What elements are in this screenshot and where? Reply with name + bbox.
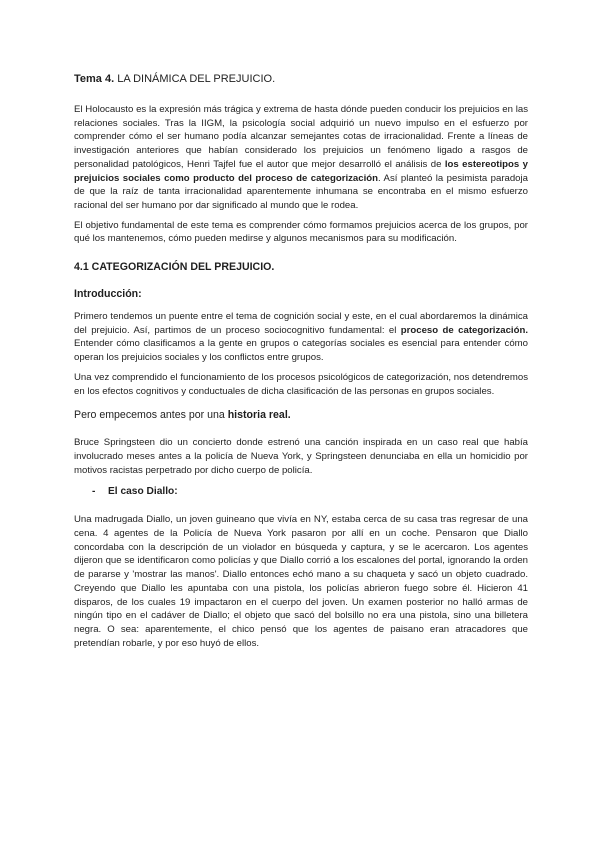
intro-heading: Introducción: <box>74 288 142 301</box>
paragraph-bold: proceso de categorización. <box>400 324 528 336</box>
paragraph-holocausto <box>74 103 528 213</box>
title-prefix: Tema 4. <box>74 73 115 85</box>
lead-text: Pero empecemos antes por una <box>74 409 228 422</box>
paragraph-text: Entender cómo clasificamos a la gente en grupos o categorías sociales es esencial para entender cómo operan los prejuicios sociales y los conflictos entre grupos. <box>74 338 528 364</box>
case-heading-label: El caso Diallo: <box>108 486 178 498</box>
paragraph-springsteen: Bruce Springsteen dio un concierto donde estrenó una canción inspirada en un caso real que había involucrado meses antes a la policía de Nueva York, y Springsteen denunciaba en ella un homicidio por motivos racistas perpetrado por dicho cuerpo de policía. <box>74 437 528 476</box>
lead-line <box>74 408 528 422</box>
page-title <box>74 72 528 86</box>
paragraph-bold: los estereotipos y prejuicios sociales como producto del proceso de categorización <box>74 158 528 184</box>
case-heading <box>92 485 528 499</box>
paragraph-diallo: Una madrugada Diallo, un joven guineano que vivía en NY, estaba cerca de su casa tras regresar de una cena. 4 agentes de la Policía de Nueva York pasaron por allí en un coche. Pensaron que Diallo concordaba con la descripción de un violador en búsqueda y captura, y se le acercaron. Los agentes dijeron que se identificaron como policías y que Diallo corrió a los escalones del portal, ignorando la orden de pararse y 'mostrar las manos'. Diallo entonces echó mano a su chaqueta y sacó un objeto cuadrado. Creyendo que Diallo les apuntaba con una pistola, los policías abrieron fuego sobre él. Hicieron 41 disparos, de los cuales 19 impactaron en el cuerpo del joven. Un examen posterior no halló armas de ningún tipo en el cadáver de Diallo; el objeto que sacó del bolsillo no era una pistola, sino una billetera negra. O sea: aparentemente, el chico pensó que los agentes de paisano eran atracadores que pretendían robarle, y por eso huyó de ellos. <box>74 514 528 649</box>
paragraph-efectos: Una vez comprendido el funcionamiento de los procesos psicológicos de categorización, nos detendremos en los efectos cognitivos y conductuales de dicha clasificación de las personas en grupos sociales. <box>74 371 528 397</box>
paragraph-puente <box>74 310 528 365</box>
title-text: LA DINÁMICA DEL PREJUICIO. <box>114 73 276 85</box>
section-heading: 4.1 CATEGORIZACIÓN DEL PREJUICIO. <box>74 261 275 274</box>
list-bullet: - <box>92 486 96 498</box>
lead-bold: historia real. <box>227 409 291 422</box>
paragraph-text: Primero tendemos un puente entre el tema de cognición social y este, en el cual abordaremos la dinámica del prejuicio. Así, partimos de un proceso sociocognitivo fundamental: el <box>74 311 528 336</box>
paragraph-text: . Así planteó la pesimista paradoja de que la raíz de tanta irracionalidad aparentemente inhumana se encontraba en el mismo esfuerzo racional del ser humano por dar significado al mundo que le rodea. <box>74 172 528 211</box>
paragraph-objetivo: El objetivo fundamental de este tema es comprender cómo formamos prejuicios acerca de los grupos, por qué los mantenemos, cómo pueden medirse y algunos mecanismos para su modificación. <box>74 219 528 245</box>
paragraph-text: El Holocausto es la expresión más trágica y extrema de hasta dónde pueden conducir los prejuicios en las relaciones sociales. Tras la IIGM, la psicología social adquirió un nuevo impulso en el esfuerzo por comprender cómo el ser humano podía alcanzar semejantes cotas de irracionalidad. Frente a líneas de investigación anteriores que habían considerado los prejuicios un fenómeno ligado a rasgos de personalidad patológicos, Henri Tajfel fue el autor que mejor desarrolló el análisis de <box>74 104 528 170</box>
